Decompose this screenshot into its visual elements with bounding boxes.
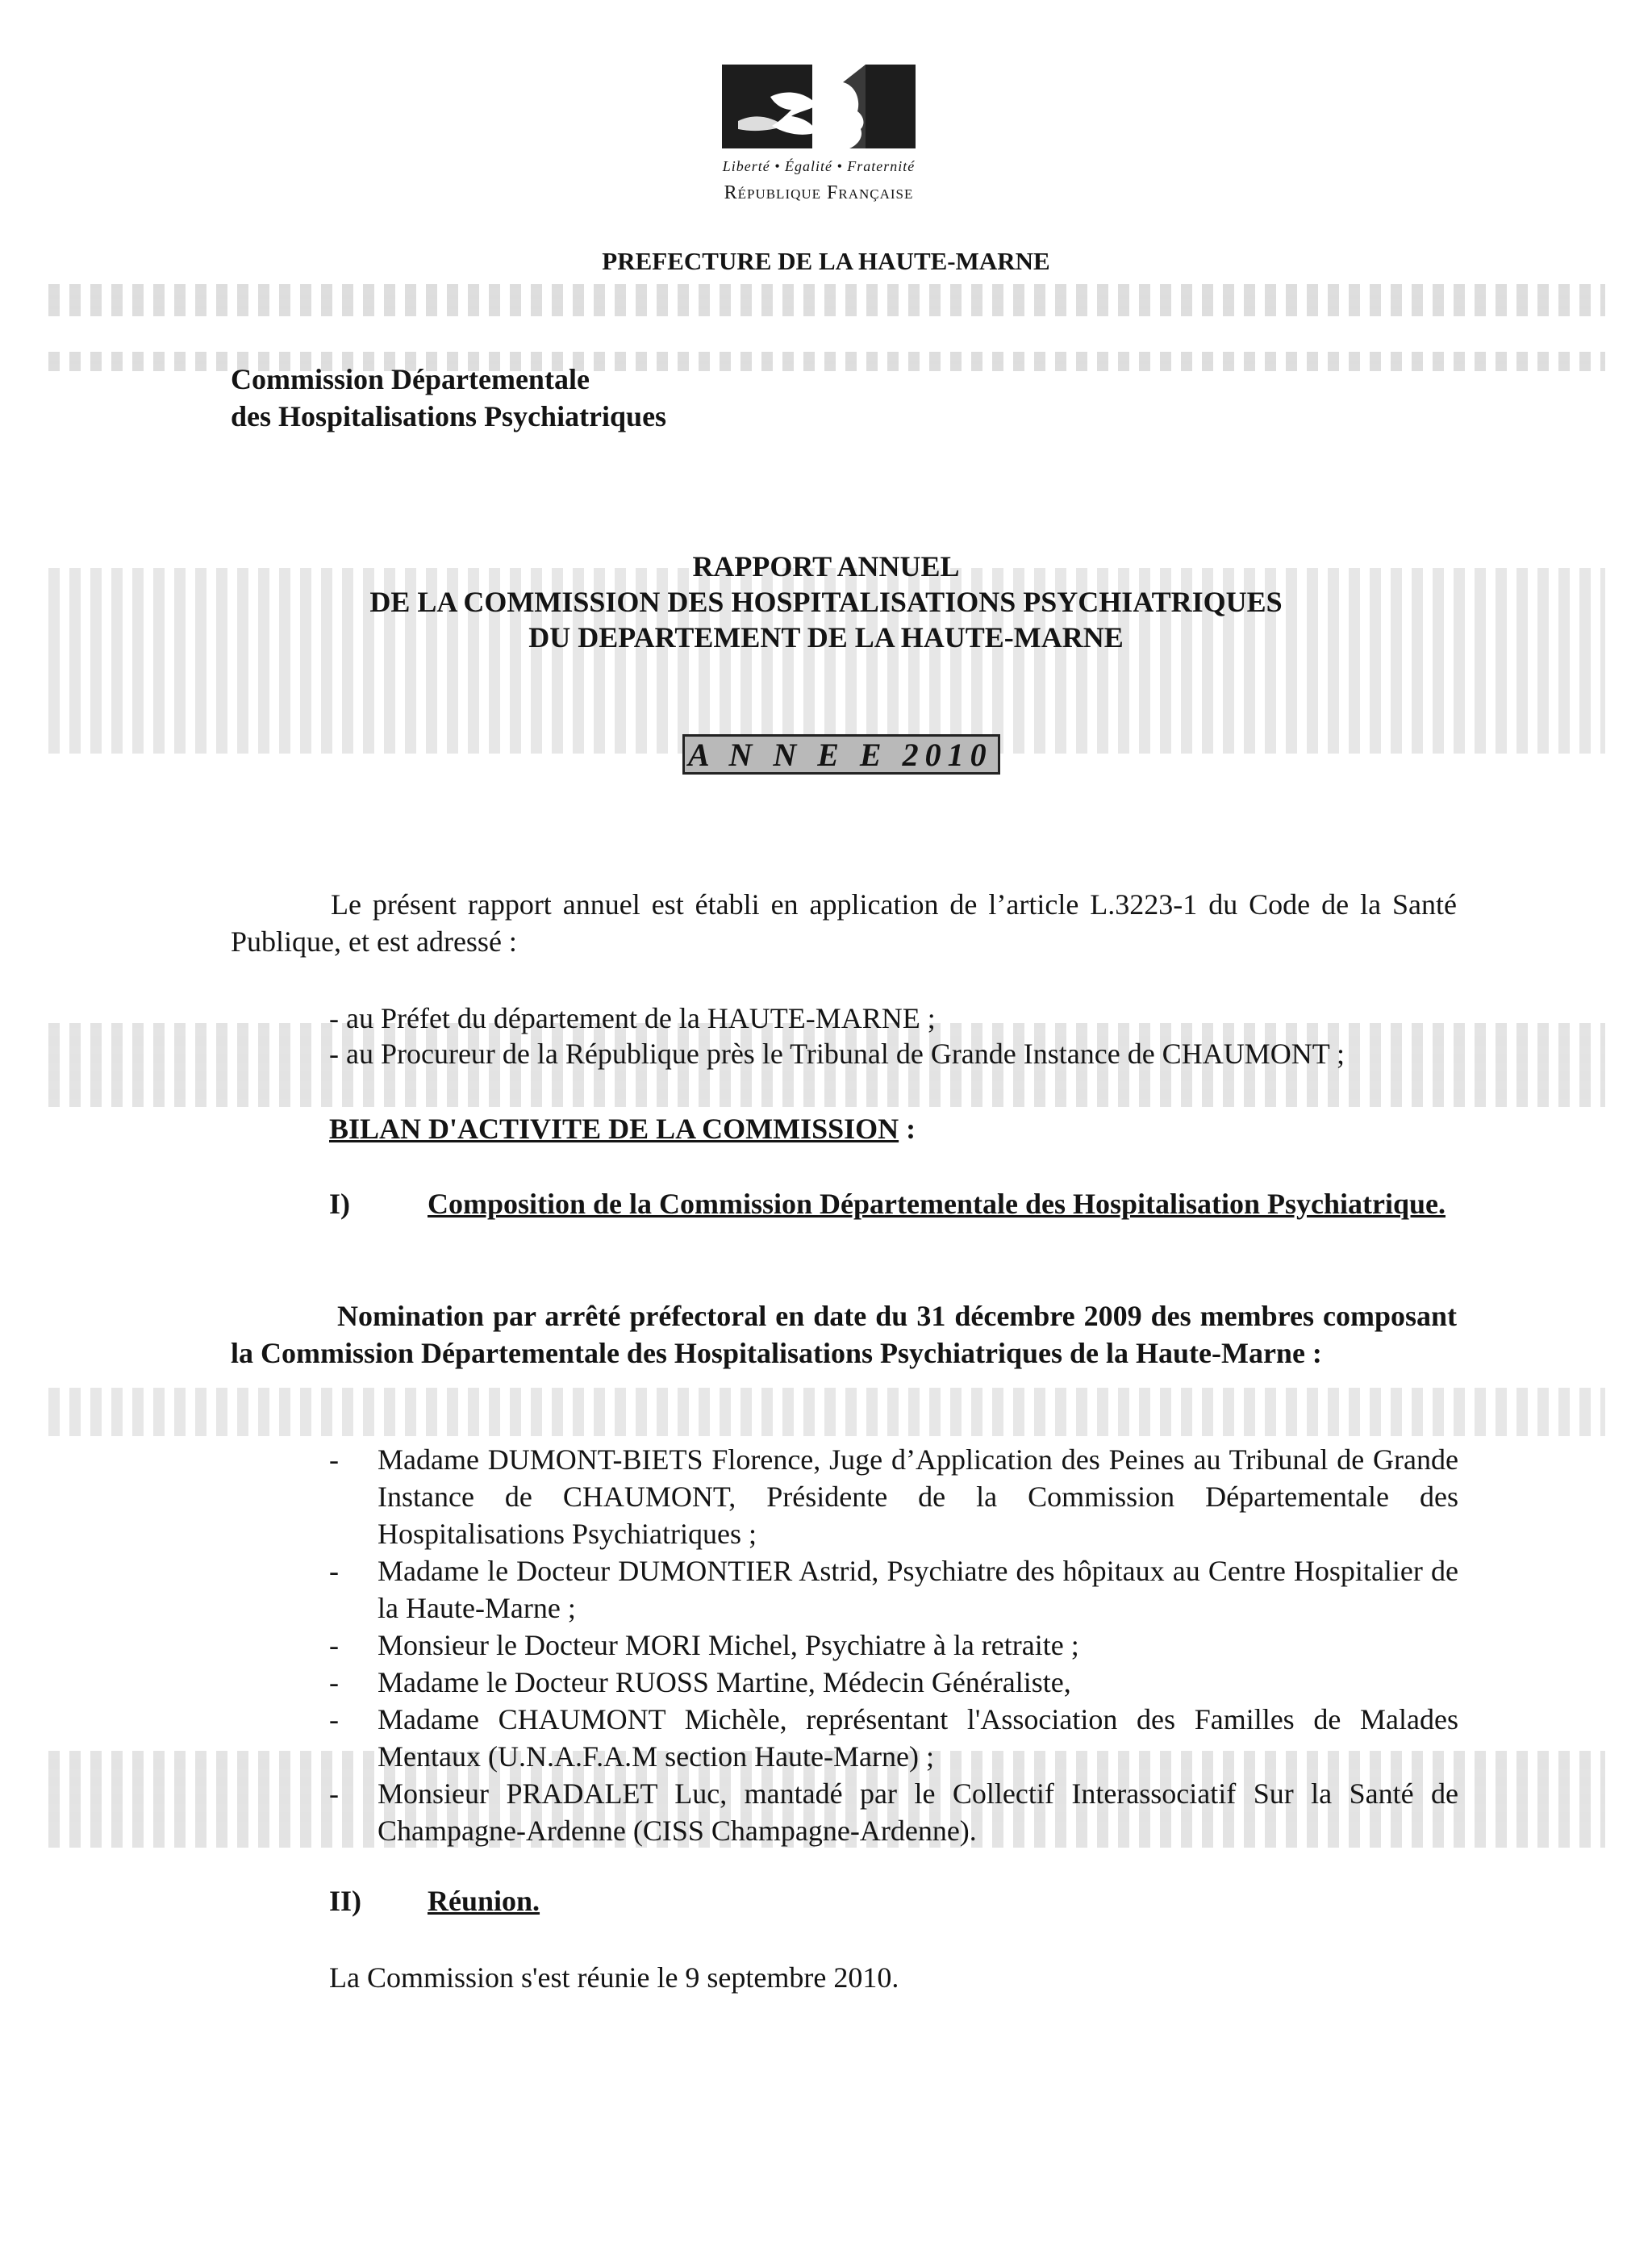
commission-line: des Hospitalisations Psychiatriques — [231, 400, 667, 432]
member-item — [329, 1627, 1458, 1664]
scan-artifact — [48, 284, 1605, 316]
bilan-heading — [329, 1110, 916, 1147]
recipient-list — [329, 1000, 1345, 1071]
list-dash: - — [329, 1777, 339, 1810]
member-text: Monsieur PRADALET Luc, mantadé par le Collectif Interassociatif Sur la Santé de Champagne-Ardenne (CISS Champagne-Ardenne). — [378, 1777, 1458, 1847]
list-dash: - — [329, 1629, 339, 1661]
bilan-heading-suffix: : — [899, 1113, 916, 1145]
section-number: II) — [329, 1885, 362, 1917]
commission-name — [231, 361, 666, 435]
republic-name: République Française — [724, 182, 914, 203]
motto: Liberté • Égalité • Fraternité — [722, 158, 916, 174]
member-item — [329, 1701, 1458, 1775]
list-dash: - — [329, 1666, 339, 1698]
member-text: Monsieur le Docteur MORI Michel, Psychiatre à la retraite ; — [378, 1629, 1079, 1661]
recipient-item: - au Procureur de la République près le Tribunal de Grande Instance de CHAUMONT ; — [329, 1038, 1345, 1070]
year-box: A N N E E 2010 — [682, 734, 1000, 775]
report-title-line: DU DEPARTEMENT DE LA HAUTE-MARNE — [528, 621, 1124, 654]
member-text: Madame DUMONT-BIETS Florence, Juge d’Application des Peines au Tribunal de Grande Instance de CHAUMONT, Présidente de la Commission Départementale des Hospitalisations Psychiatriques ; — [378, 1443, 1458, 1550]
scan-artifact — [48, 1388, 1605, 1436]
section-title: Composition de la Commission Départementale des Hospitalisation Psychiatrique. — [428, 1188, 1446, 1220]
bilan-heading-text: BILAN D'ACTIVITE DE LA COMMISSION — [329, 1113, 899, 1145]
intro-paragraph: Le présent rapport annuel est établi en application de l’article L.3223-1 du Code de la Santé Publique, et est adressé : — [231, 888, 1457, 958]
list-dash: - — [329, 1555, 339, 1587]
member-item — [329, 1441, 1458, 1552]
member-item — [329, 1664, 1458, 1701]
list-dash: - — [329, 1443, 339, 1476]
recipient-item: - au Préfet du département de la HAUTE-MARNE ; — [329, 1002, 936, 1034]
prefecture-heading: PREFECTURE DE LA HAUTE-MARNE — [602, 247, 1050, 275]
report-title-line: RAPPORT ANNUEL — [692, 550, 960, 583]
member-text: Madame le Docteur DUMONTIER Astrid, Psychiatre des hôpitaux au Centre Hospitalier de la Haute-Marne ; — [378, 1555, 1458, 1624]
member-list — [329, 1441, 1458, 1849]
meeting-text: La Commission s'est réunie le 9 septembre 2010. — [329, 1961, 899, 1994]
nomination-paragraph: Nomination par arrêté préfectoral en date du 31 décembre 2009 des membres composant la Commission Départementale des Hospitalisations Psychiatriques de la Haute-Marne : — [231, 1300, 1457, 1369]
report-title — [0, 549, 1652, 655]
member-text: Madame le Docteur RUOSS Martine, Médecin Généraliste, — [378, 1666, 1071, 1698]
section-title: Réunion. — [428, 1885, 540, 1917]
list-dash: - — [329, 1703, 339, 1735]
member-item — [329, 1775, 1458, 1849]
member-item — [329, 1552, 1458, 1627]
member-text: Madame CHAUMONT Michèle, représentant l'Association des Familles de Malades Mentaux (U.N.A.F.A.M section Haute-Marne) ; — [378, 1703, 1458, 1773]
commission-line: Commission Départementale — [231, 363, 590, 395]
section-number: I) — [329, 1188, 350, 1220]
report-title-line: DE LA COMMISSION DES HOSPITALISATIONS PSYCHIATRIQUES — [369, 586, 1283, 618]
